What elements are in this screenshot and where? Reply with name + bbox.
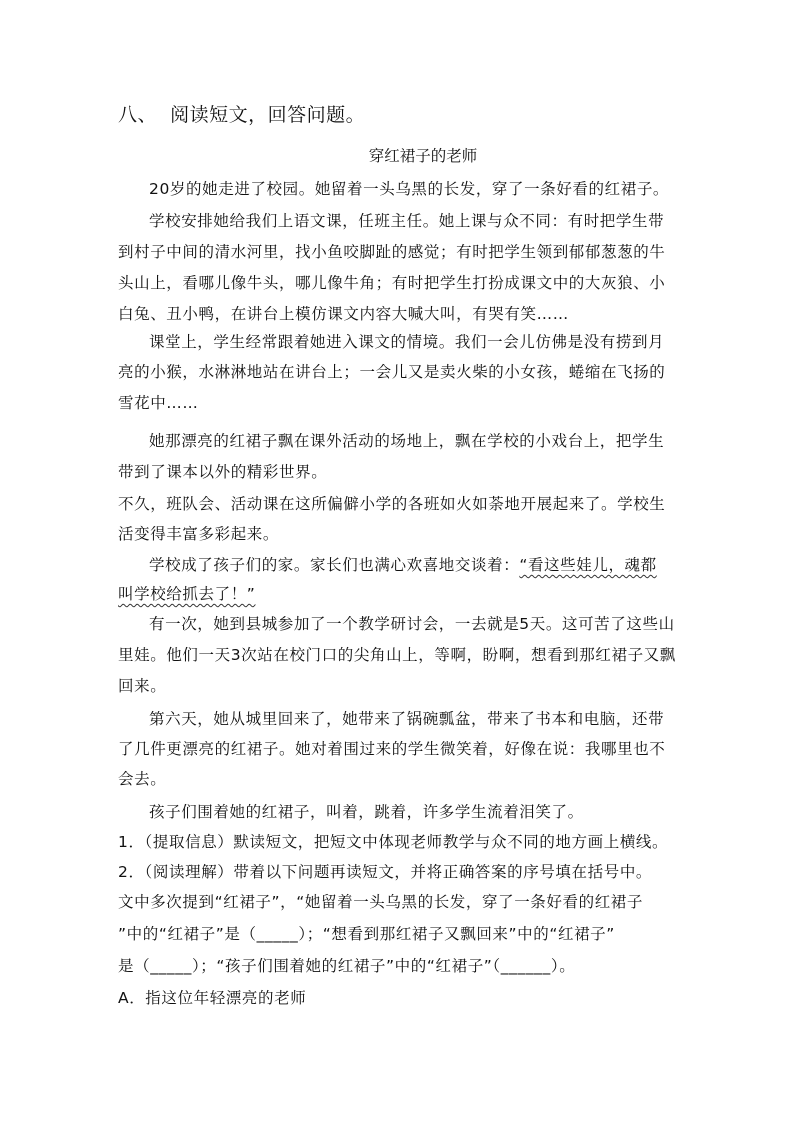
passage-line: 她那漂亮的红裙子飘在课外活动的场地上，飘在学校的小戏台上，把学生 (149, 432, 665, 450)
passage-line: 亮的小猴，水淋淋地站在讲台上；一会儿又是卖火柴的小女孩，蜷缩在飞扬的 (118, 363, 666, 381)
passage-line: 20岁的她走进了校园。她留着一头乌黑的长发，穿了一条好看的红裙子。 (149, 180, 670, 198)
wavy-underlined-quote: “看这些娃儿，魂都 (519, 556, 657, 574)
passage-line: 了几件更漂亮的红裙子。她对着围过来的学生微笑着，好像在说：我哪里也不 (118, 740, 666, 758)
passage-line: 里娃。他们一天3次站在校门口的尖角山上，等啊，盼啊，想看到那红裙子又飘 (118, 646, 676, 664)
passage-line: 白兔、丑小鸭，在讲台上模仿课文内容大喊大叫，有哭有笑…… (118, 305, 569, 323)
passage-line: 会去。 (118, 770, 167, 788)
passage-text: 学校成了孩子们的家。家长们也满心欢喜地交谈着： (149, 556, 520, 574)
answer-option-a: A．指这位年轻漂亮的老师 (118, 989, 307, 1007)
passage-line (118, 582, 255, 604)
passage-line: 学校安排她给我们上语文课，任班主任。她上课与众不同：有时把学生带 (149, 212, 665, 230)
section-heading: 八、 阅读短文，回答问题。 (118, 104, 366, 126)
passage-line (149, 553, 657, 575)
passage-line: 带到了课本以外的精彩世界。 (118, 463, 328, 481)
question-text: 文中多次提到“红裙子”，“她留着一头乌黑的长发，穿了一条好看的红裙子 (118, 893, 643, 911)
passage-line: 孩子们围着她的红裙子，叫着，跳着，许多学生流着泪笑了。 (149, 803, 584, 821)
wavy-underlined-quote: 叫学校给抓去了！” (118, 585, 256, 603)
passage-line: 头山上，看哪儿像牛头，哪儿像牛角；有时把学生打扮成课文中的大灰狼、小 (118, 274, 666, 292)
question-2: 2．（阅读理解）带着以下问题再读短文，并将正确答案的序号填在括号中。 (118, 863, 653, 881)
question-text: ”中的“红裙子”是（_____）；“想看到那红裙子又飘回来”中的“红裙子” (118, 925, 615, 943)
passage-title: 穿红裙子的老师 (368, 147, 478, 165)
passage-line: 第六天，她从城里回来了，她带来了锅碗瓢盆，带来了书本和电脑，还带 (149, 710, 665, 728)
passage-line: 不久，班队会、活动课在这所偏僻小学的各班如火如荼地开展起来了。学校生 (118, 495, 666, 513)
passage-line: 课堂上，学生经常跟着她进入课文的情境。我们一会儿仿佛是没有捞到月 (149, 333, 665, 351)
passage-line: 活变得丰富多彩起来。 (118, 525, 280, 543)
passage-line: 有一次，她到县城参加了一个教学研讨会，一去就是5天。这可苦了这些山 (149, 615, 675, 633)
passage-line: 回来。 (118, 677, 167, 695)
question-1: 1．（提取信息）默读短文，把短文中体现老师教学与众不同的地方画上横线。 (118, 833, 669, 851)
question-text: 是（_____）；“孩子们围着她的红裙子”中的“红裙子”（______）。 (118, 957, 576, 975)
passage-line: 到村子中间的清水河里，找小鱼咬脚趾的感觉；有时把学生领到郁郁葱葱的牛 (118, 243, 666, 261)
passage-line: 雪花中…… (118, 394, 199, 412)
